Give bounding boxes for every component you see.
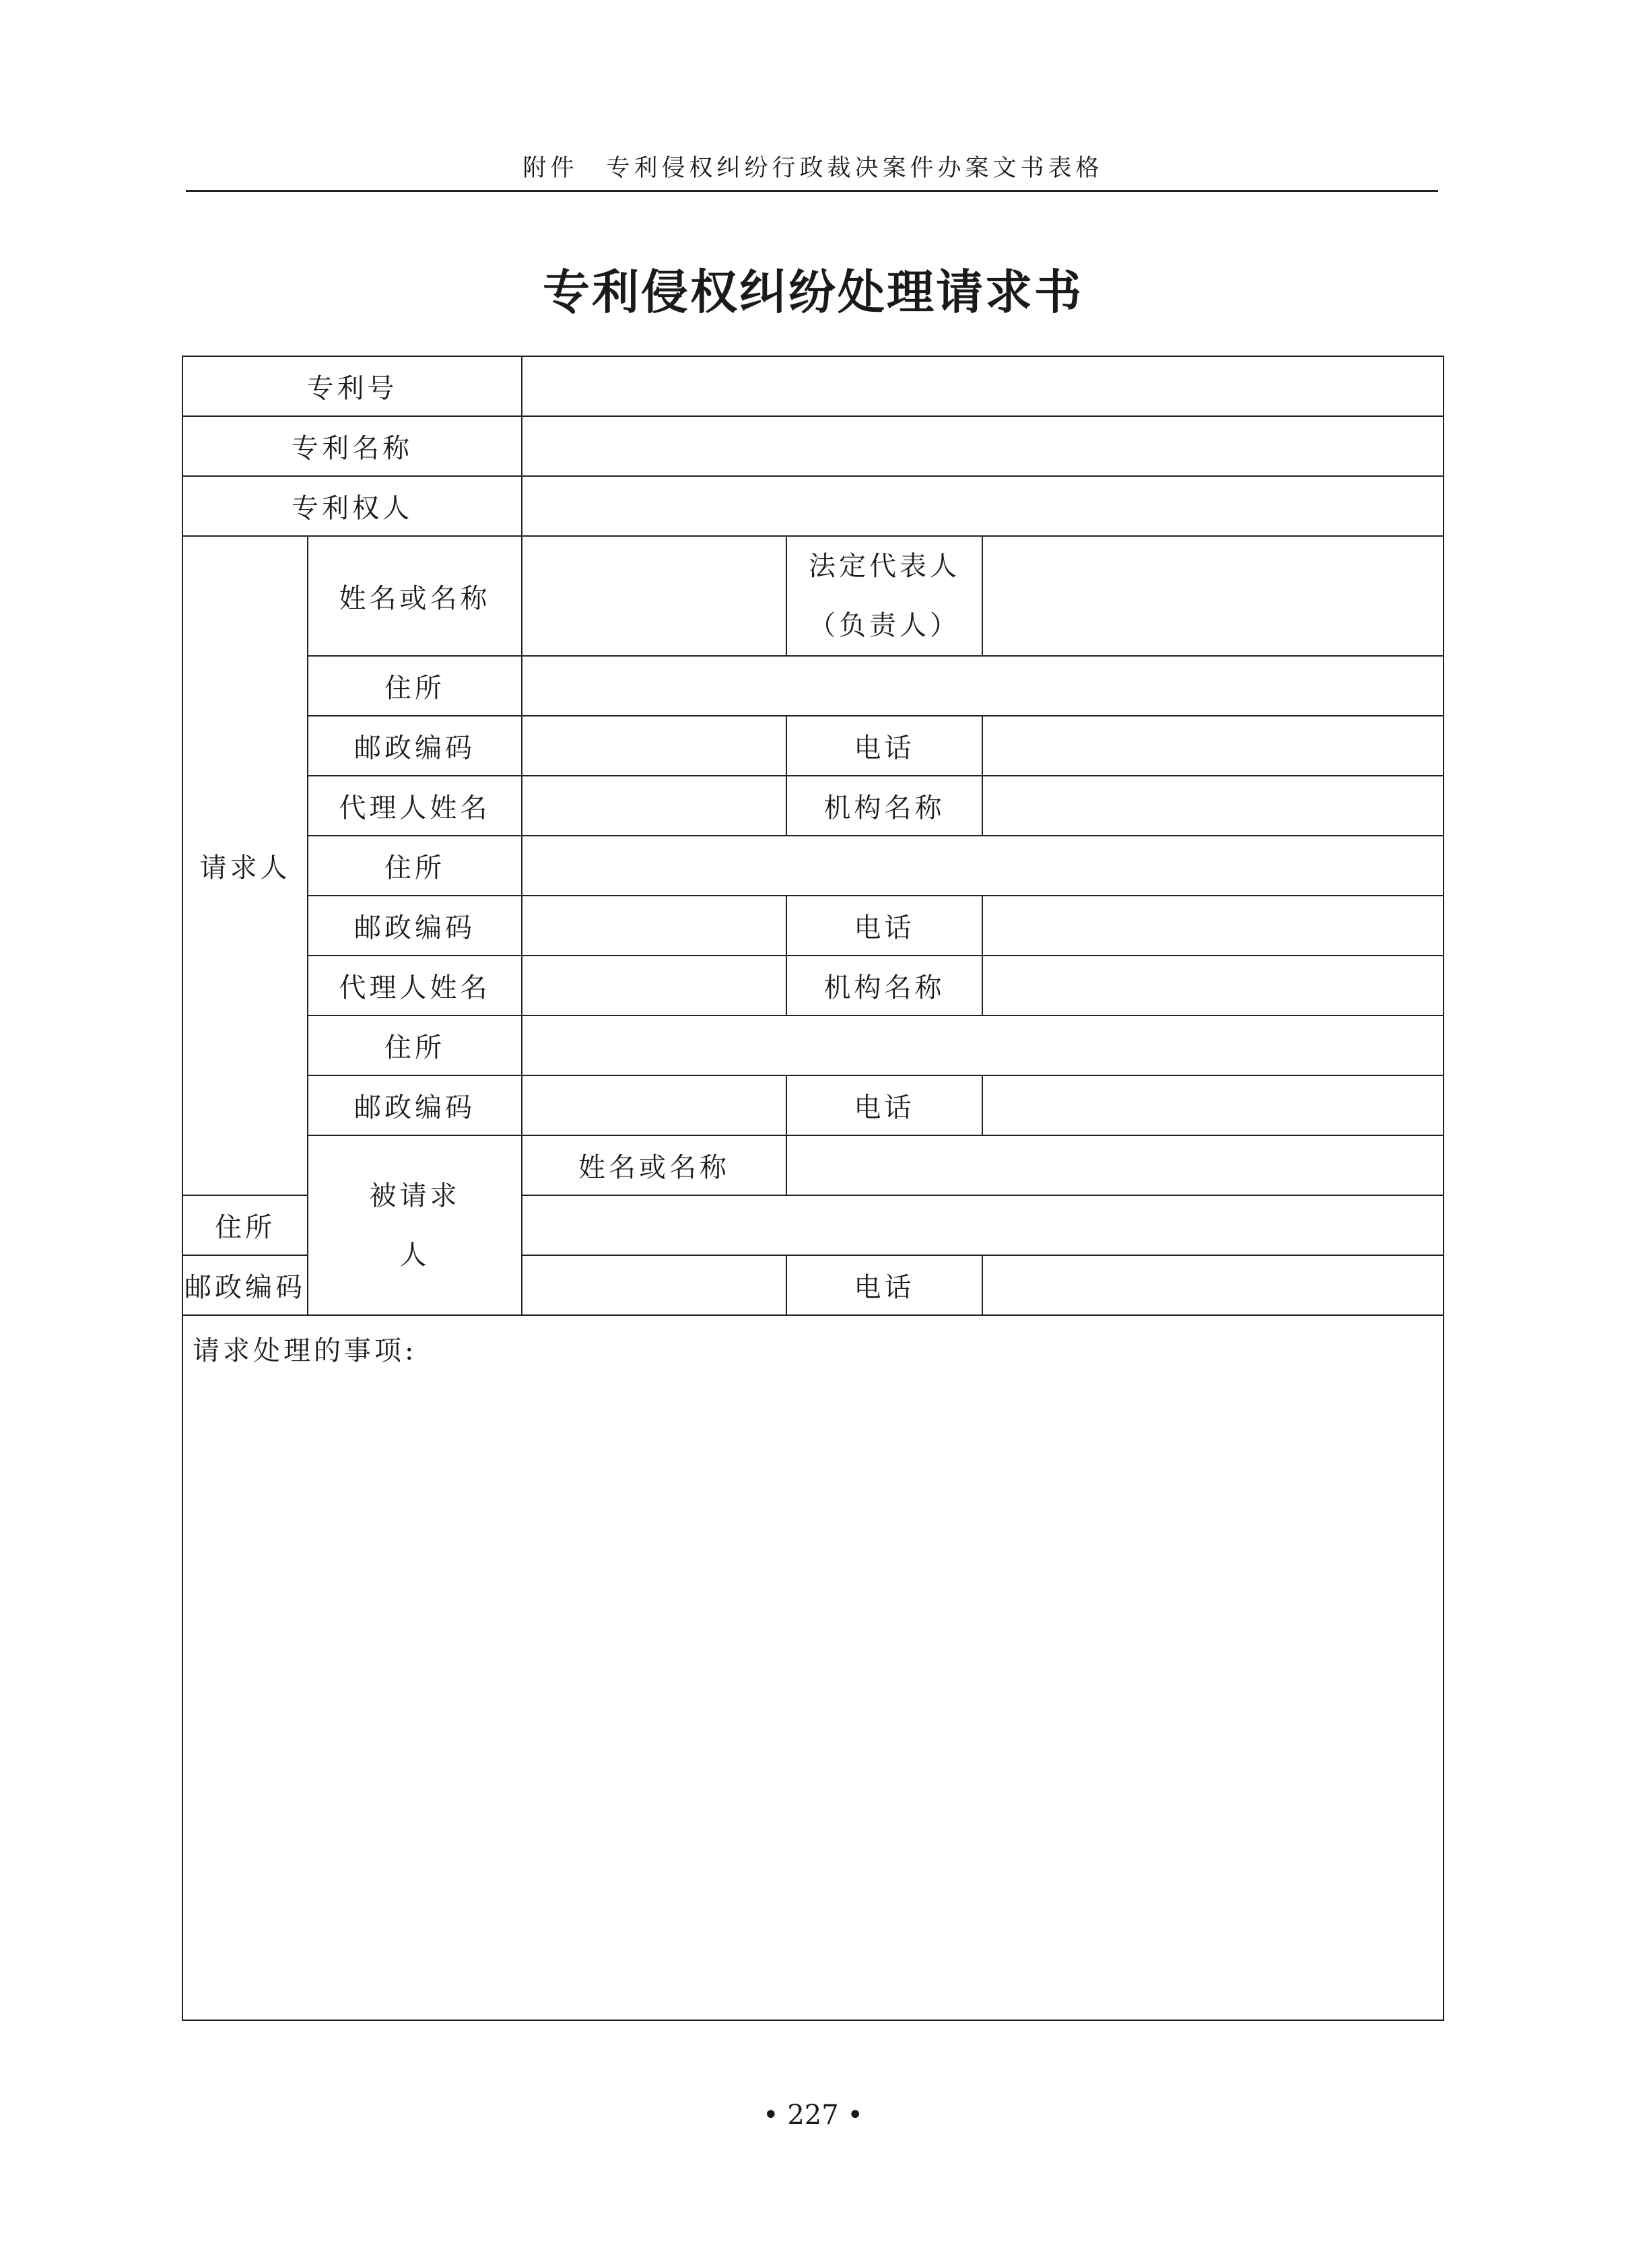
header-rule xyxy=(186,190,1438,192)
respondent-name-row xyxy=(182,1135,1444,1195)
requester-address-label: 住所 xyxy=(308,656,522,716)
requester-phone-field[interactable] xyxy=(982,716,1444,776)
matters-row xyxy=(182,1315,1444,2020)
requester-name-label: 姓名或名称 xyxy=(308,536,522,656)
agent2-name-field[interactable] xyxy=(522,956,786,1015)
agent2-postcode-label: 邮政编码 xyxy=(308,1075,522,1135)
patent-holder-label: 专利权人 xyxy=(182,476,522,536)
requester-postcode-field[interactable] xyxy=(522,716,786,776)
legal-rep-label-line1: 法定代表人 xyxy=(809,551,960,582)
agent1-address-field[interactable] xyxy=(522,836,1444,896)
requester-address-field[interactable] xyxy=(522,656,1444,716)
requester-group-label: 请求人 xyxy=(182,536,308,1195)
request-form-table xyxy=(182,356,1444,2021)
requester-phone-label: 电话 xyxy=(786,716,982,776)
agent2-phone-field[interactable] xyxy=(982,1075,1444,1135)
agent2-name-label: 代理人姓名 xyxy=(308,956,522,1015)
agent1-name-field[interactable] xyxy=(522,776,786,836)
header-title: 专利侵权纠纷行政裁决案件办案文书表格 xyxy=(606,155,1104,182)
patent-name-field[interactable] xyxy=(522,416,1444,476)
patent-number-label: 专利号 xyxy=(182,356,522,416)
agent1-address-label: 住所 xyxy=(308,836,522,896)
agent2-postcode-field[interactable] xyxy=(522,1075,786,1135)
agent1-org-label: 机构名称 xyxy=(786,776,982,836)
agent1-phone-label: 电话 xyxy=(786,896,982,956)
agent2-address-row xyxy=(182,1015,1444,1075)
requester-postcode-row xyxy=(182,716,1444,776)
requester-postcode-label: 邮政编码 xyxy=(308,716,522,776)
respondent-name-label: 姓名或名称 xyxy=(522,1135,786,1195)
requester-address-row xyxy=(182,656,1444,716)
agent2-org-label: 机构名称 xyxy=(786,956,982,1015)
agent2-phone-label: 电话 xyxy=(786,1075,982,1135)
respondent-name-field[interactable] xyxy=(786,1135,1444,1195)
form-title: 专利侵权纠纷处理请求书 xyxy=(543,264,1083,320)
matters-label: 请求处理的事项: xyxy=(193,1335,417,1366)
respondent-address-label: 住所 xyxy=(182,1195,308,1255)
agent1-postcode-row xyxy=(182,896,1444,956)
respondent-postcode-label: 邮政编码 xyxy=(182,1255,308,1315)
respondent-group-label xyxy=(308,1135,522,1315)
patent-holder-field[interactable] xyxy=(522,476,1444,536)
agent1-org-field[interactable] xyxy=(982,776,1444,836)
agent2-name-row xyxy=(182,956,1444,1015)
patent-holder-row xyxy=(182,476,1444,536)
legal-rep-label-line2: （负责人） xyxy=(809,610,960,641)
requester-name-row xyxy=(182,536,1444,656)
respondent-phone-label: 电话 xyxy=(786,1255,982,1315)
running-header xyxy=(0,149,1626,183)
agent1-name-label: 代理人姓名 xyxy=(308,776,522,836)
agent1-postcode-label: 邮政编码 xyxy=(308,896,522,956)
patent-number-field[interactable] xyxy=(522,356,1444,416)
header-label: 附件 xyxy=(522,155,578,182)
legal-rep-label xyxy=(786,536,982,656)
patent-name-row xyxy=(182,416,1444,476)
agent1-address-row xyxy=(182,836,1444,896)
agent2-postcode-row xyxy=(182,1075,1444,1135)
requester-name-field[interactable] xyxy=(522,536,786,656)
agent1-name-row xyxy=(182,776,1444,836)
respondent-group-label-line2: 人 xyxy=(399,1239,430,1271)
patent-name-label: 专利名称 xyxy=(182,416,522,476)
respondent-group-label-line1: 被请求 xyxy=(369,1180,461,1211)
page-number: • 227 • xyxy=(763,2100,863,2131)
respondent-address-field[interactable] xyxy=(522,1195,1444,1255)
agent1-postcode-field[interactable] xyxy=(522,896,786,956)
matters-field[interactable] xyxy=(182,1315,1444,2020)
patent-number-row xyxy=(182,356,1444,416)
legal-rep-field[interactable] xyxy=(982,536,1444,656)
respondent-phone-field[interactable] xyxy=(982,1255,1444,1315)
agent2-org-field[interactable] xyxy=(982,956,1444,1015)
agent2-address-field[interactable] xyxy=(522,1015,1444,1075)
agent1-phone-field[interactable] xyxy=(982,896,1444,956)
agent2-address-label: 住所 xyxy=(308,1015,522,1075)
respondent-postcode-field[interactable] xyxy=(522,1255,786,1315)
